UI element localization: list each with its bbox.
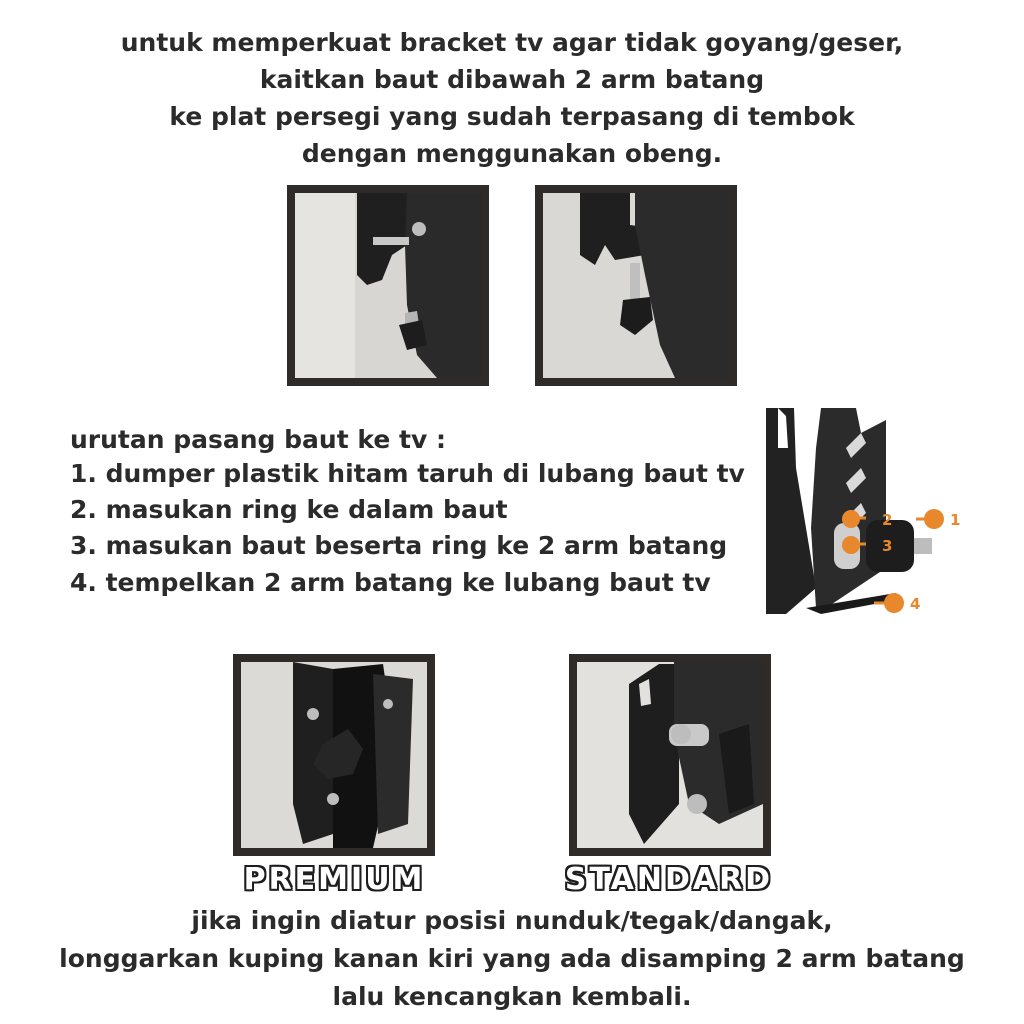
marker-label-3: 3 <box>882 537 893 555</box>
marker-label-4: 4 <box>910 595 921 613</box>
bracket-photo-top-right <box>535 185 737 386</box>
header-line-4: dengan menggunakan obeng. <box>301 139 723 168</box>
header-line-3: ke plat persegi yang sudah terpasang di tembok <box>169 102 855 131</box>
marker-label-2: 2 <box>882 511 893 529</box>
assembly-diagram <box>766 408 966 616</box>
marker-label-1: 1 <box>950 511 961 529</box>
header-line-2: kaitkan baut dibawah 2 arm batang <box>259 65 765 94</box>
premium-label: PREMIUM <box>243 862 426 897</box>
premium-bracket-photo <box>233 654 435 856</box>
standard-bracket-photo <box>569 654 771 856</box>
instructions-title: urutan pasang baut ke tv : <box>70 425 446 454</box>
footer-line-3: lalu kencangkan kembali. <box>332 982 692 1011</box>
instruction-step-1: 1. dumper plastik hitam taruh di lubang baut tv <box>70 459 745 488</box>
footer-line-1: jika ingin diatur posisi nunduk/tegak/dangak, <box>191 906 833 935</box>
bracket-photo-top-left <box>287 185 489 386</box>
instruction-step-4: 4. tempelkan 2 arm batang ke lubang baut tv <box>70 568 711 597</box>
instruction-step-2: 2. masukan ring ke dalam baut <box>70 495 508 524</box>
instruction-step-3: 3. masukan baut beserta ring ke 2 arm batang <box>70 531 728 560</box>
standard-label: STANDARD <box>564 862 774 897</box>
footer-line-2: longgarkan kuping kanan kiri yang ada disamping 2 arm batang <box>59 944 965 973</box>
header-line-1: untuk memperkuat bracket tv agar tidak goyang/geser, <box>120 28 904 57</box>
